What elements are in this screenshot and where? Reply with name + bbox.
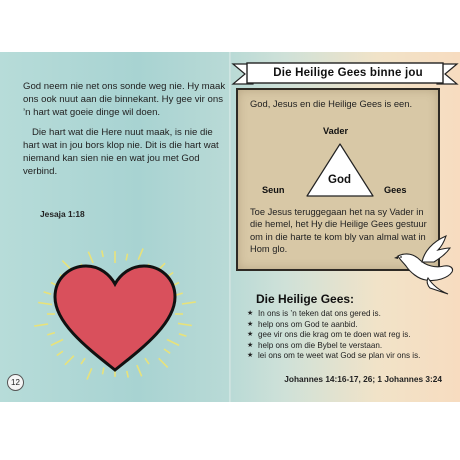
trinity-left-label: Seun (262, 185, 285, 195)
ray-mark (137, 365, 142, 376)
board-body-text: Toe Jesus teruggegaan het na sy Vader in die hemel, het Hy die Heilige Gees gestuur om in die harte te kom bly van almal wat in Hom glo. (250, 207, 427, 255)
page-fold (229, 52, 231, 402)
left-body-text (23, 80, 228, 184)
left-reference: Jesaja 1:18 (40, 209, 85, 219)
left-paragraph-2: Die hart wat die Here nuut maak, is nie die hart wat in jou bors klop nie. Dit is die hart wat niemand kan sien nie en wat jou met God verbind. (23, 126, 219, 178)
ray-mark (102, 250, 103, 257)
dove-icon (392, 234, 458, 296)
list-item-text: lei ons om te weet wat God se plan vir ons is. (258, 351, 421, 360)
book-spread (0, 52, 460, 402)
ray-mark (38, 303, 52, 305)
ray-mark (47, 333, 55, 335)
star-bullet-icon: ★ (247, 320, 254, 328)
star-bullet-icon: ★ (247, 341, 254, 349)
dove-drawing (392, 234, 458, 296)
ray-mark (44, 292, 52, 294)
board-intro-text: God, Jesus en die Heilige Gees is een. (250, 98, 413, 109)
ray-mark (179, 334, 187, 336)
ray-mark (88, 252, 93, 263)
ray-mark (81, 358, 85, 364)
ray-mark (62, 261, 71, 270)
ray-mark (34, 324, 48, 326)
ray-mark (178, 323, 192, 325)
page-number: 12 (7, 374, 24, 391)
heart-illustration (30, 242, 200, 382)
ray-mark (127, 371, 128, 378)
star-bullet-icon: ★ (247, 331, 254, 338)
trinity-top-label: Vader (323, 126, 349, 136)
title-banner (231, 62, 459, 86)
list-item (247, 341, 442, 351)
ray-mark (167, 340, 179, 346)
ray-mark (138, 249, 143, 260)
list-item (247, 351, 442, 361)
ray-mark (126, 254, 127, 261)
heart-with-rays-icon (30, 242, 200, 382)
trinity-right-label: Gees (384, 185, 407, 195)
page-title: Die Heilige Gees binne jou (273, 67, 423, 79)
list-item (247, 330, 442, 340)
ray-mark (145, 358, 149, 364)
ray-mark (159, 358, 168, 367)
ray-mark (57, 351, 63, 355)
left-paragraph-1: God neem nie net ons sonde weg nie. Hy maak ons ook nuut aan die binnekant. Hy gee vir ons ’n hart wat goeie dinge wil doen. (23, 81, 226, 119)
list-item-text: help ons om die Bybel te verstaan. (258, 340, 383, 350)
ray-mark (103, 368, 104, 375)
list-item-text: gee vir ons die krag om te doen wat reg is. (258, 330, 411, 339)
list-item-text: In ons is ’n teken dat ons gered is. (258, 309, 381, 318)
ray-mark (182, 302, 196, 304)
list-item-text: help ons om God te aanbid. (258, 319, 358, 329)
right-reference: Johannes 14:16-17, 26; 1 Johannes 3:24 (284, 374, 442, 384)
ray-mark (87, 368, 92, 379)
list-item (247, 320, 442, 330)
ray-mark (51, 340, 63, 346)
ray-mark (164, 349, 170, 353)
ray-mark (65, 356, 74, 365)
list-heading: Die Heilige Gees: (256, 292, 355, 306)
star-bullet-icon: ★ (247, 352, 254, 359)
holy-spirit-points (247, 309, 442, 362)
trinity-center-label: God (328, 174, 351, 186)
list-item (247, 309, 442, 319)
star-bullet-icon: ★ (247, 310, 254, 317)
heart-shape (55, 266, 175, 370)
